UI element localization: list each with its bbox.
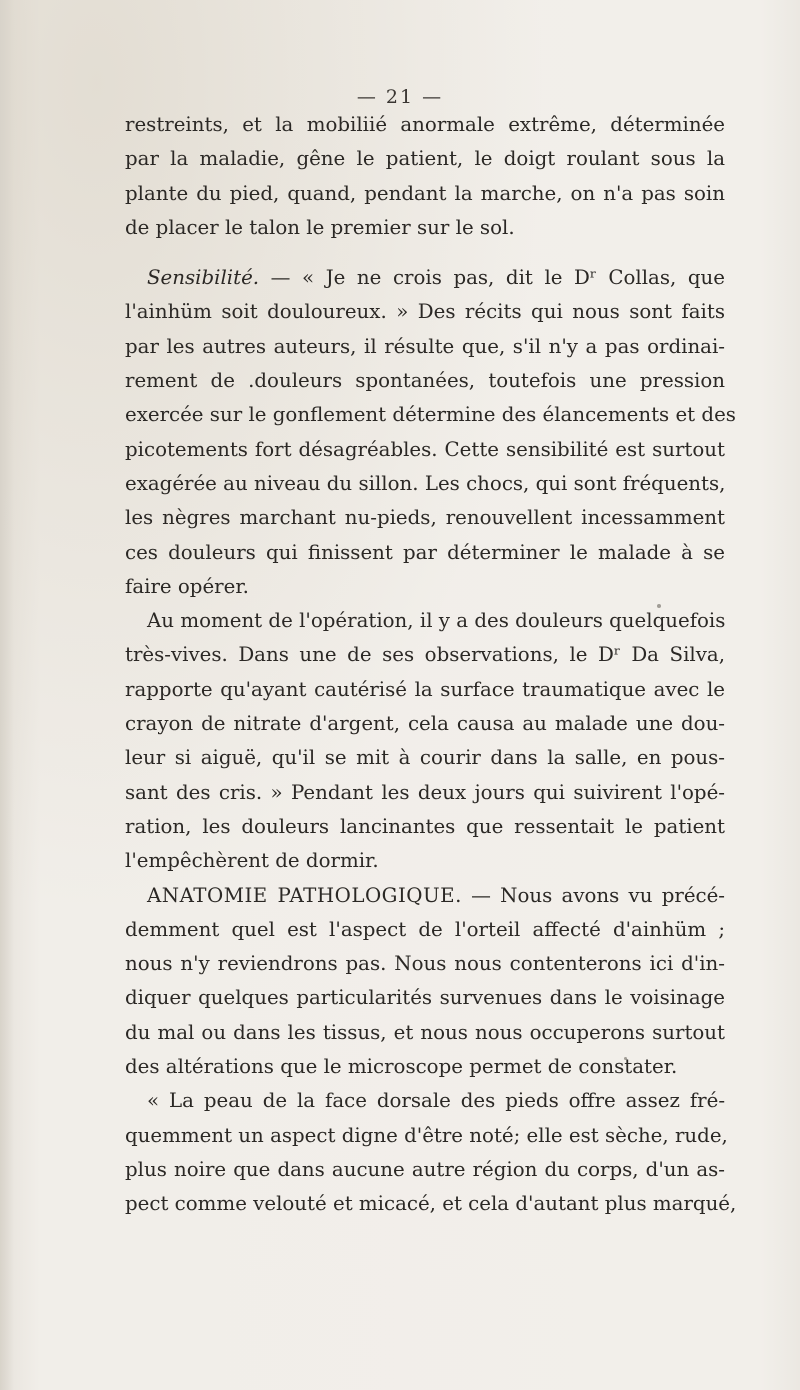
text-line: exagérée au niveau du sillon. Les chocs, qui sont fréquents, [125, 471, 726, 495]
text-line: rapporte qu'ayant cautérisé la surface traumatique avec le [125, 677, 725, 701]
text-line [125, 879, 725, 913]
text-line: les nègres marchant nu-pieds, renouvellent incessamment [125, 506, 725, 530]
text-line: des altérations que le microscope permet de constater. [125, 1055, 678, 1079]
text-line: « La peau de la face dorsale des pieds offre assez fré- [147, 1089, 725, 1113]
text-line: rement de .douleurs spontanées, toutefois une pression [125, 369, 725, 393]
paragraph-sensibilite [125, 261, 736, 604]
text-line: sant des cris. » Pendant les deux jours qui suivirent l'opé- [125, 780, 725, 804]
text-line: plante du pied, quand, pendant la marche, on n'a pas soin [125, 181, 725, 205]
binding-shadow [0, 0, 14, 1390]
text-line: l'empêchèrent de dormir. [125, 849, 379, 873]
section-heading-sensibilite: Sensibilité. [147, 266, 260, 290]
paragraph-mobility [125, 108, 725, 245]
text-line: très-vives. Dans une de ses observations, le Dʳ Da Silva, [125, 643, 725, 667]
text-line: crayon de nitrate d'argent, cela causa au malade une dou- [125, 712, 725, 736]
text-line: nous n'y reviendrons pas. Nous nous contenterons ici d'in- [125, 952, 725, 976]
text-line: picotements fort désagréables. Cette sensibilité est surtout [125, 437, 725, 461]
section-heading-anatomie: ANATOMIE PATHOLOGIQUE. [147, 883, 462, 907]
paragraph-peau [125, 1084, 737, 1221]
text-line: leur si aiguë, qu'il se mit à courir dans la salle, en pous- [125, 746, 725, 770]
text-line [125, 261, 725, 295]
text-line: par la maladie, gêne le patient, le doigt roulant sous la [125, 147, 725, 171]
paragraph-anatomie [125, 879, 725, 1085]
text-line: restreints, et la mobiliié anormale extrême, déterminée [125, 113, 725, 136]
text-line: exercée sur le gonflement détermine des élancements et des [125, 403, 736, 427]
text-line: par les autres auteurs, il résulte que, s'il n'y a pas ordinai- [125, 334, 725, 358]
text-line: demment quel est l'aspect de l'orteil affecté d'ainhüm ; [125, 917, 725, 941]
text-line: faire opérer. [125, 574, 249, 598]
body-text [125, 108, 737, 1222]
text-line: ces douleurs qui finissent par déterminer le malade à se [125, 540, 725, 564]
text-line: pect comme velouté et micacé, et cela d'autant plus marqué, [125, 1192, 737, 1216]
text-line: du mal ou dans les tissus, et nous nous occuperons surtout [125, 1020, 725, 1044]
text-line: l'ainhüm soit douloureux. » Des récits qui nous sont faits [125, 300, 725, 324]
paragraph-operation [125, 604, 725, 878]
text-line: diquer quelques particularités survenues dans le voisinage [125, 986, 725, 1010]
text-line: Au moment de l'opération, il y a des douleurs quelquefois [147, 609, 726, 633]
text-line: de placer le talon le premier sur le sol. [125, 215, 515, 239]
text-line: ration, les douleurs lancinantes que ressentait le patient [125, 814, 725, 838]
page-number: — 21 — [356, 86, 444, 108]
text-line-rest: — « Je ne crois pas, dit le Dʳ Collas, que [259, 266, 725, 290]
text-line: quemment un aspect digne d'être noté; elle est sèche, rude, [125, 1123, 728, 1147]
text-line: plus noire que dans aucune autre région du corps, d'un as- [125, 1157, 725, 1181]
text-line-rest: — Nous avons vu précé- [461, 883, 725, 907]
